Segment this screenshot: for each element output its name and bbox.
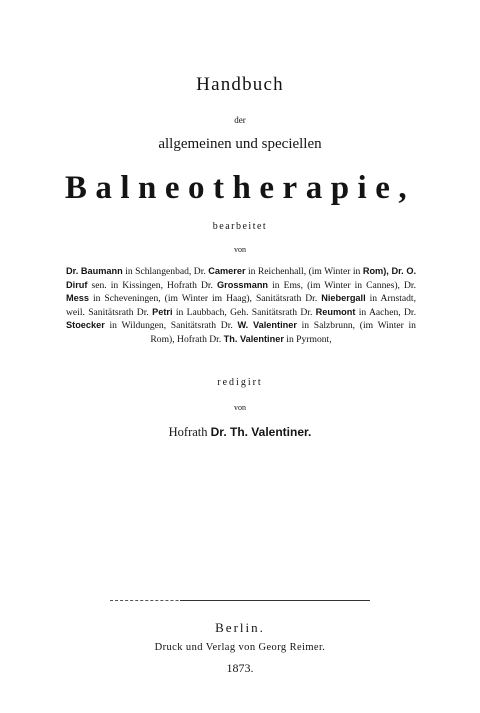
imprint-year: 1873. [226,661,254,675]
author-name: Rom), Dr. O. Diruf [66,266,417,290]
author-name: Stoecker [66,320,105,330]
author-name: Reumont [315,306,356,317]
author-name: Grossmann [216,279,269,290]
author-name: Niebergall [321,293,366,303]
author-location: in Ems, (im Winter in Cannes), Dr. [268,279,416,291]
author-location: in Laubbach, Geh. Sanitätsrath Dr. [172,306,316,318]
von-label: von [234,245,246,254]
author-list [66,265,416,346]
redigirt-label: redigirt [217,377,263,388]
author-location: in Wildungen, Sanitätsrath Dr. [104,320,238,331]
von-label-2: von [234,403,246,412]
author-location: sen. in Kissingen, Hofrath Dr. [87,279,217,291]
author-name: Camerer [208,266,246,276]
author-name: Petri [152,306,173,317]
title-handbuch: Handbuch [196,74,284,95]
title-der: der [234,115,246,125]
author-location: in Arnstadt, weil. Sanitätsrath Dr. [66,293,416,318]
subtitle: allgemeinen und speciellen [158,136,322,152]
imprint-city: Berlin. [215,620,265,635]
author-name: Mess [66,293,89,303]
author-name: Dr. Baumann [66,266,123,276]
author-name: W. Valentiner [237,320,297,330]
imprint-publisher: Druck und Verlag von Georg Reimer. [154,642,326,653]
author-location: in Scheveningen, (im Winter im Haag), Sanitätsrath Dr. [88,293,322,304]
author-location: in Reichenhall, (im Winter in [245,266,363,277]
editor-name: Dr. Th. Valentiner. [210,425,312,439]
bearbeitet-label: bearbeitet [212,221,268,232]
editor-prefix: Hofrath [168,425,211,439]
author-location: in Schlangenbad, Dr. [122,266,209,277]
author-name: Th. Valentiner [223,333,284,344]
author-location: in Aachen, Dr. [355,306,416,318]
editor-line [0,425,480,440]
main-title: Balneotherapie, [64,170,416,206]
author-location: in Pyrmont, [283,333,332,345]
divider-rule-solid [180,600,370,601]
author-location: in Salzbrunn, (im Winter in Rom), Hofrath Dr. [150,320,416,345]
